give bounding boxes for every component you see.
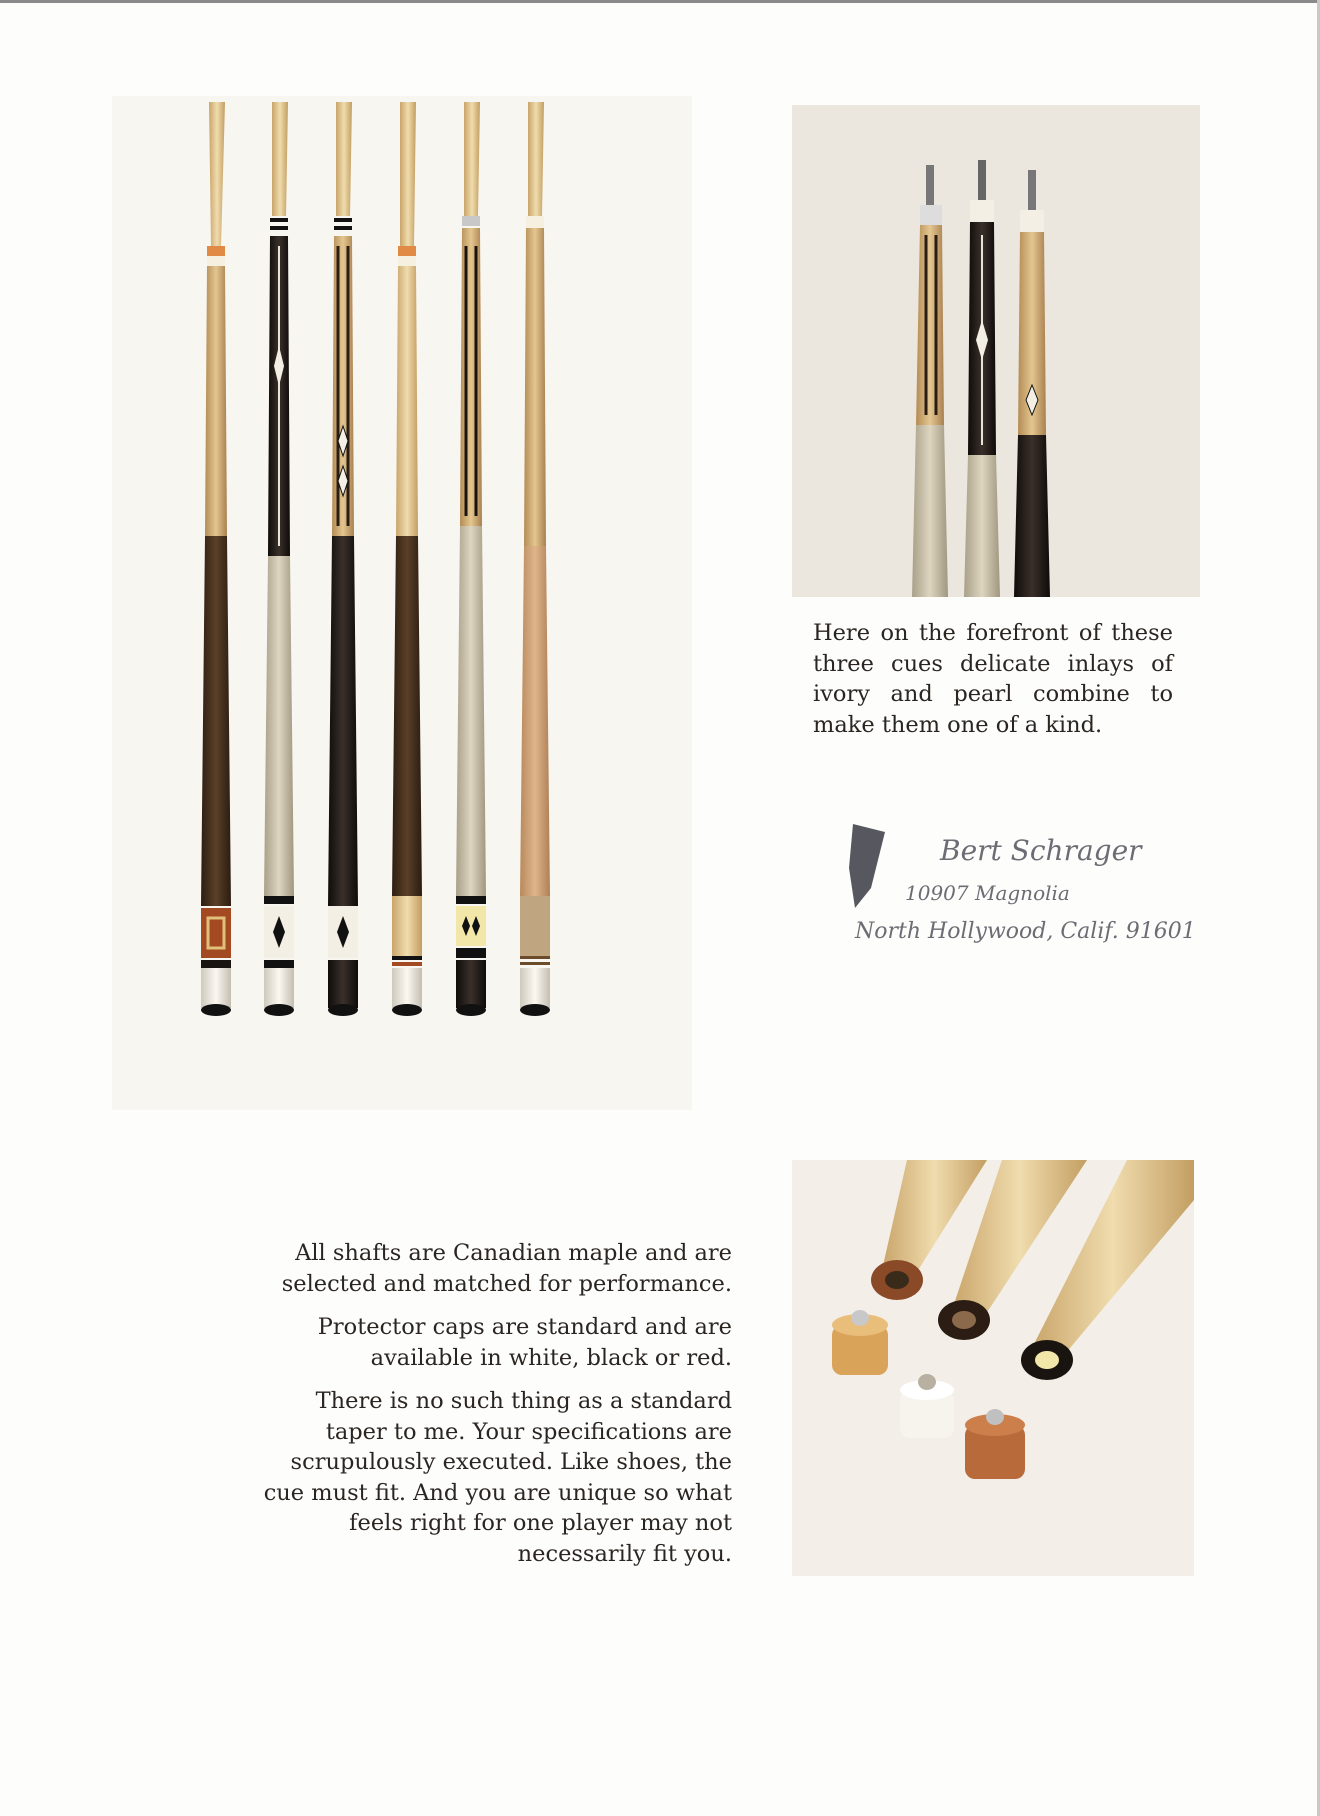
svg-text:North Hollywood, Calif. 91601: North Hollywood, Calif. 91601: [855, 919, 1196, 944]
inlays-caption: Here on the forefront of these three cues delicate inlays of ivory and pearl combine to make them one of a kind.: [813, 620, 1173, 738]
page-top-edge: [0, 0, 1320, 3]
six-cues-photo: [112, 96, 692, 1110]
protector-cap-red: [965, 1409, 1025, 1479]
protector-cap-amber: [832, 1310, 888, 1375]
shafts-paragraph: All shafts are Canadian maple and are selected and matched for performance.: [281, 1240, 732, 1297]
shafts-and-caps-photo: [792, 1160, 1194, 1576]
address-stamp: [845, 818, 1205, 968]
taper-paragraph: There is no such thing as a standard taper to me. Your specifications are scrupulously executed. Like shoes, the cue must fit. And you are unique so what feels right for one player may not necessarily fit you.: [263, 1388, 732, 1567]
svg-text:10907 Magnolia: 10907 Magnolia: [905, 881, 1070, 905]
body-text: [262, 1238, 732, 1582]
protector-cap-white: [900, 1374, 954, 1438]
svg-text:Bert Schrager: Bert Schrager: [940, 834, 1142, 867]
three-cues-inlay-photo: [792, 105, 1200, 597]
caps-paragraph: Protector caps are standard and are available in white, black or red.: [317, 1314, 732, 1371]
stamp-lettering: [854, 834, 1196, 944]
